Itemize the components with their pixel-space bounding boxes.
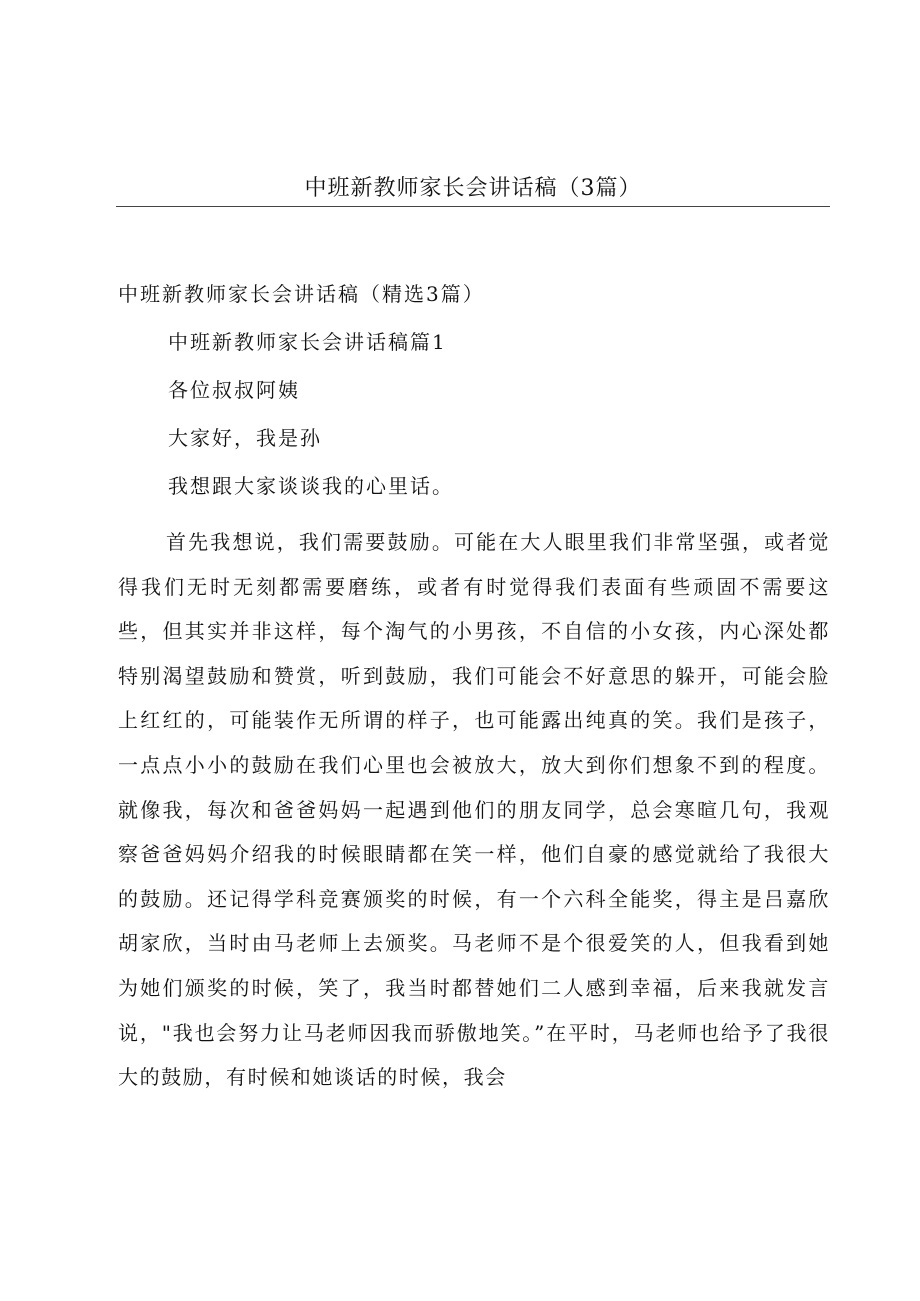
greeting-line: 各位叔叔阿姨 (168, 378, 300, 402)
intro-line: 大家好，我是孙 (168, 426, 322, 450)
document-subtitle: 中班新教师家长会讲话稿（精选3篇） (118, 282, 485, 306)
section-heading: 中班新教师家长会讲话稿篇1 (168, 330, 447, 354)
lead-line: 我想跟大家谈谈我的心里话。 (168, 474, 454, 498)
body-paragraph: 首先我想说，我们需要鼓励。可能在大人眼里我们非常坚强，或者觉得我们无时无刻都需要磨练，或者有时觉得我们表面有些顽固不需要这些，但其实并非这样，每个淘气的小男孩，不自信的小女孩，内心深处都特别渴望鼓励和赞赏，听到鼓励，我们可能会不好意思的躲开，可能会脸上红红的，可能装作无所谓的样子，也可能露出纯真的笑。我们是孩子，一点点小小的鼓励在我们心里也会被放大，放大到你们想象不到的程度。就像我，每次和爸爸妈妈一起遇到他们的朋友同学，总会寒暄几句，我观察爸爸妈妈介绍我的时候眼睛都在笑一样，他们自豪的感觉就给了我很大的鼓励。还记得学科竞赛颁奖的时候，有一个六科全能奖，得主是吕嘉欣胡家欣，当时由马老师上去颁奖。马老师不是个很爱笑的人，但我看到她为她们颁奖的时候，笑了，我当时都替她们二人感到幸福，后来我就发言说，"我也会努力让马老师因我而骄傲地笑。”在平时，马老师也给予了我很大的鼓励，有时候和她谈话的时候，我会 (118, 530, 830, 1090)
title-underline (116, 206, 830, 207)
document-title: 中班新教师家长会讲话稿（3篇） (304, 176, 642, 201)
